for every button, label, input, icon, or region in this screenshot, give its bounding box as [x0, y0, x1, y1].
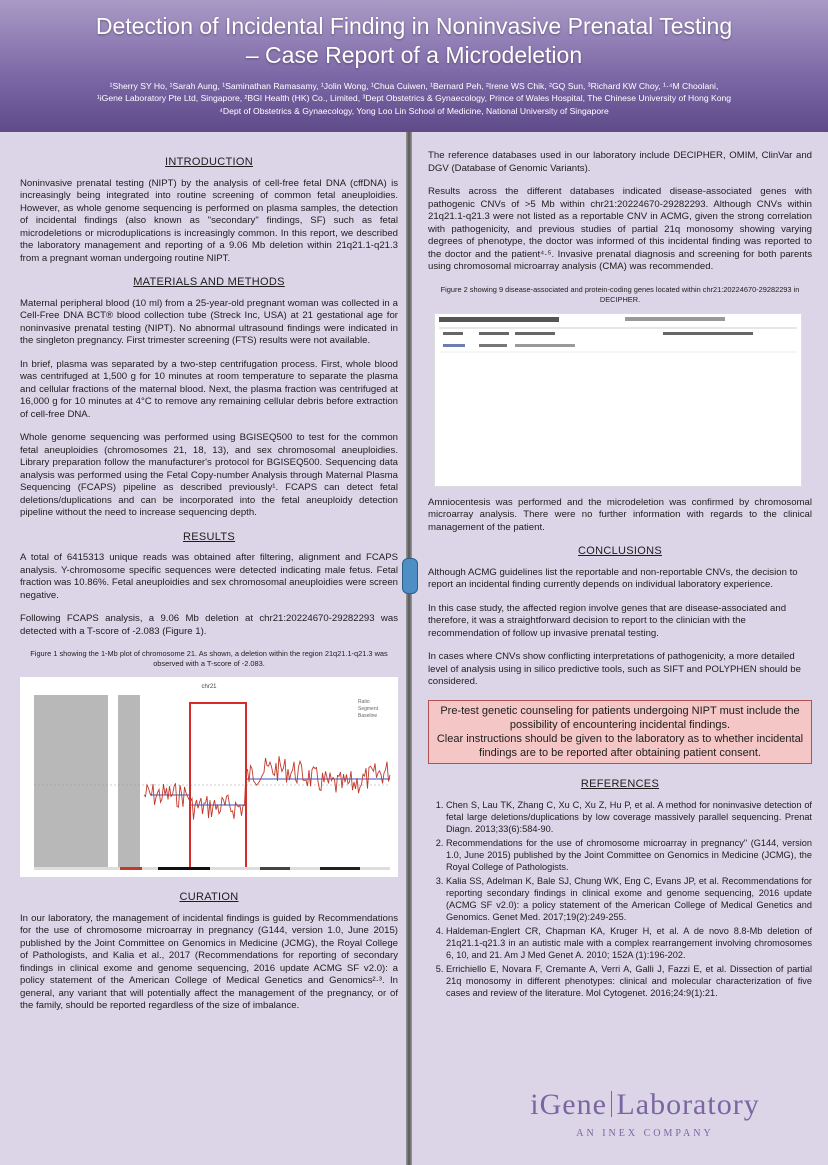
fig2-col-head-3 [515, 332, 555, 335]
introduction-heading: INTRODUCTION [165, 156, 253, 168]
logo-name-right: Laboratory [616, 1088, 760, 1121]
logo-tagline: AN INEX COMPANY [576, 1128, 714, 1139]
fig2-header-bar [439, 317, 559, 322]
conclusion-1: Although ACMG guidelines list the reportable and non-reportable CNVs, the decision to report an incidental finding currently depends on individual laboratory experience. [428, 566, 798, 590]
methods-text-3: Whole genome sequencing was performed using BGISEQ500 to test for the common fetal aneuploidies (chromosomes 21, 18, 13), and sex chromosomal aneuploidies. Library preparation follow the manufacturer's protocol for BGISEQ500. Sequencing data analysis was performed using the Fetal Copy-number Analysis through Maternal Plasma Sequencing (FCAPS) pipeline as described previously¹. FCAPS can detect fetal deletions/duplications and can be incorporated into the fetal aneuploidy detection pipeline without the need to increase sequencing depth. [20, 432, 398, 518]
results-text-2: Following FCAPS analysis, a 9.06 Mb deletion at chr21:20224670-29282293 was detected with a T-score of -2.083 (Figure 1). [20, 613, 398, 637]
figure-2-svg [435, 314, 801, 486]
igene-logo [500, 1088, 790, 1139]
poster-title [0, 12, 828, 70]
logo-wordmark [500, 1088, 790, 1122]
conclusion-3: In cases where CNVs show conflicting interpretations of pathogenicity, a more detailed level of analysis using in silico predictive tools, such as SIFT and POLYPHEN should be considered. [428, 651, 801, 687]
reference-item: 4. Haldeman-Englert CR, Chapman KA, Kruger H, et al. A de novo 8.8-Mb deletion of 21q21.1-q21.3 in an autistic male with a complex rearrangement involving chromosomes 6, 10, and 21. Am J Med Genet A. 2010; 152A (1):196-202. [446, 925, 812, 961]
right-column [428, 150, 812, 1001]
fig1-legend-3: Baseline [358, 713, 378, 719]
logo-name-left: iGene [530, 1088, 607, 1121]
fig1-gray-band-1 [34, 695, 108, 869]
fig1-ideogram-band-dark-2 [320, 867, 360, 870]
results-discussion-text: Results across the different databases indicated disease-associated genes with pathogenic CNVs of >5 Mb within chr21:20224670-29282293. Although CNVs within 21q21.1-q21.3 were not listed as a reportable CNV in ACMG, given the strong correlation with pathogenicity, and previous studies of partial 21q monosomy showing varying degrees of phenotype, the doctor was informed of this incidental finding was reported to the doctor and the patient⁴·⁵. Invasive prenatal diagnosis and screening for both parents using chromosomal microarray analysis (CMA) was recommended. [428, 186, 812, 272]
results-heading: RESULTS [182, 530, 236, 543]
figure-2-caption: Figure 2 showing 9 disease-associated and protein-coding genes located within chr21:20224670-29282293 in DECIPHER. [440, 284, 800, 304]
authors-names: ¹Sherry SY Ho, ¹Sarah Aung, ¹Saminathan Ramasamy, ¹Jolin Wong, ¹Chua Cuiwen, ¹Bernard Peh, ²Irene WS Chik, ²GQ Sun, ³Richard KW Choy, ¹·⁴M Choolani, [109, 81, 719, 91]
conclusion-2: In this case study, the affected region involve genes that are disease-associated and therefore, it was a straightforward decision to report to the clinician with the recommendation of follow up invasive prenatal testing. [428, 602, 787, 639]
fig1-legend-1: Ratio [358, 699, 370, 705]
key-message-box [428, 700, 812, 764]
fig2-row-gene [443, 344, 465, 347]
fig1-ratio-trace [144, 756, 390, 819]
reference-item: 5. Errichiello E, Novara F, Cremante A, Verri A, Galli J, Fazzi E, et al. Dissection of partial 21q monosomy in different phenotypes: clinical and molecular characterization of five cases and review of the literature. Mol Cytogenet. 2016;24:9(1):21. [446, 963, 812, 999]
fig2-header-bar-2 [625, 317, 725, 321]
poster-header [0, 0, 828, 132]
fig1-deletion-highlight [190, 703, 246, 869]
conclusions-heading: CONCLUSIONS [578, 545, 662, 557]
column-divider [406, 132, 412, 1165]
curation-text: In our laboratory, the management of incidental findings is guided by Recommendations for the use of chromosome microarray in pregnancy (G144, version 1.0, June 2015) published by the Joint Committee on Genomics in Medicine (JCMG), the Royal College of Pathologists, and Kalia et al., 2017 (Recommendations for reporting of secondary findings in clinical exome and genome sequencing, 2016 update ACMG SF v2.0): a policy statement of the American College of Medical Genetics and Genomics²·³. In general, any variant that will potentially affect the management of the pregnancy, or of the family, should be reported regardless of the size of imbalance. [20, 912, 398, 1011]
references-heading: REFERENCES [580, 777, 660, 790]
databases-text: The reference databases used in our laboratory include DECIPHER, OMIM, ClinVar and DGV (Database of Genomic Variants). [428, 150, 812, 174]
fig2-col-head-1 [443, 332, 463, 335]
key-message-1: Pre-test genetic counseling for patients undergoing NIPT must include the possibility of encountering incidental findings. [440, 704, 800, 731]
logo-separator [611, 1091, 613, 1117]
fig2-row-desc [515, 344, 575, 347]
figure-1-svg [20, 677, 398, 877]
reference-item: 1. Chen S, Lau TK, Zhang C, Xu C, Xu Z, Hu P, et al. A method for noninvasive detection of fetal large deletions/duplications by low coverage massively parallel sequencing. Prenat Diagn. 2013;33(6):584-90. [446, 799, 812, 835]
reference-item: 2. Recommendations for the use of chromosome microarray in pregnancy" (G144, version 1.0, June 2015) published by the Joint Committee on Genomics in Medicine (JCMG), the Royal College of Pathologists. [446, 837, 812, 873]
fig2-rows [439, 344, 797, 352]
methods-heading: MATERIALS AND METHODS [133, 276, 285, 288]
figure-2-table-screenshot [434, 313, 802, 487]
left-column [20, 150, 398, 1024]
fig2-col-head-2 [479, 332, 509, 335]
title-line-1: Detection of Incidental Finding in Noninvasive Prenatal Testing [95, 13, 733, 39]
amniocentesis-text: Amniocentesis was performed and the microdeletion was confirmed by chromosomal microarray analysis. There were no further information with regards to the clinical management of the patient. [428, 496, 812, 533]
affiliations-2: ⁴Dept of Obstetrics & Gynaecology, Yong Loo Lin School of Medicine, National University of Singapore [219, 105, 609, 116]
figure-1-caption: Figure 1 showing the 1-Mb plot of chromosome 21. As shown, a deletion within the region 21q21.1-q21.3 was observed with a T-score of -2.083. [30, 649, 388, 668]
methods-text-1: Maternal peripheral blood (10 ml) from a 25-year-old pregnant woman was collected in a Cell-Free DNA BCT® blood collection tube (Streck Inc, USA) at 21 gestational age for noninvasive prenatal testing (NIPT). No abnormal ultrasound findings were indicated in the singleton pregnancy. First trimester screening (FTS) results were not available. [20, 297, 398, 346]
reference-item: 3. Kalia SS, Adelman K, Bale SJ, Chung WK, Eng C, Evans JP, et al. Recommendations for reporting secondary findings in clinical exome and genome sequencing, 2016 update (ACMG SF v2.0): a policy statement of the American College of Medical Genetics and Genomics. Genet Med. 2017;19(2):249-255. [446, 875, 812, 923]
fig1-ideogram-band-mid [260, 867, 290, 870]
fig1-gray-band-2 [118, 695, 140, 869]
introduction-text: Noninvasive prenatal testing (NIPT) by the analysis of cell-free fetal DNA (cffDNA) is increasingly being integrated into routine screening of common fetal aneuploidies. However, as whole genome sequencing is performed on plasma samples, the detection of incidental findings (also known as "secondary" findings, SF) such as fetal microdeletions or microduplications is increasingly common. In this report, we described the laboratory management and reporting of a 9.06 Mb deletion within 21q21.1-q21.3 from a pregnant woman undergoing routine NIPT. [20, 177, 398, 264]
methods-text-2: In brief, plasma was separated by a two-step centrifugation process. First, whole blood was centrifuged at 1,500 g for 10 minutes at room temperature to separate the plasma and cellular fractions of the maternal blood. Next, the plasma fraction was centrifuged at 16,000 g for 10 minutes at 4°C to remove any remaining cellular debris before extraction of cell-free DNA. [20, 358, 398, 420]
fig1-title: chr21 [201, 684, 217, 690]
title-line-2: – Case Report of a Microdeletion [245, 42, 583, 68]
fig2-row-locus [479, 344, 507, 347]
authors-block [0, 80, 828, 117]
divider-knob [402, 558, 418, 594]
fig1-ideogram-band-dark [158, 867, 210, 870]
curation-heading: CURATION [179, 891, 239, 903]
figure-1-plot [20, 677, 398, 877]
fig1-legend-2: Segment [358, 706, 379, 712]
fig2-col-head-4 [663, 332, 753, 335]
fig1-ideogram-centromere [120, 867, 142, 870]
key-message-2: Clear instructions should be given to the laboratory as to whether incidental findings are to be reported after obtaining patient consent. [436, 732, 804, 759]
affiliations-1: ¹iGene Laboratory Pte Ltd, Singapore, ²BGI Health (HK) Co., Limited, ³Dept Obstetrics & Gynaecology, Prince of Wales Hospital, The Chinese University of Hong Kong [96, 93, 732, 104]
references-list [428, 799, 812, 999]
results-text-1: A total of 6415313 unique reads was obtained after filtering, alignment and FCAPS analysis. Y-chromosome specific sequences were detected indicating male fetus. Fetal fraction was 10.86%. Fetal aneuploidies and sex chromosomal aneuploidies were screen negative. [20, 552, 398, 601]
